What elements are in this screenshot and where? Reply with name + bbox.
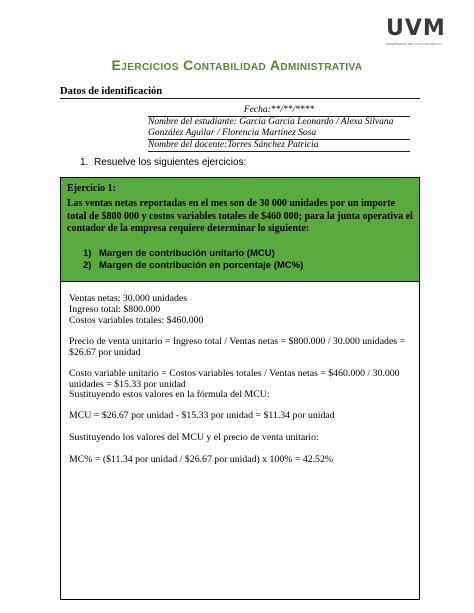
total-income: Ingreso total: $800.000 bbox=[69, 304, 161, 315]
teacher-rule bbox=[148, 151, 410, 152]
instruction-item bbox=[80, 157, 246, 168]
exercise-box bbox=[60, 177, 420, 600]
exercise-items bbox=[83, 248, 303, 272]
exercise-item bbox=[83, 260, 303, 272]
exercise-item-text: Margen de contribución en porcentaje (MC%) bbox=[99, 260, 304, 271]
document-title: Ejercicios Contabilidad Administrativa bbox=[111, 57, 363, 73]
exercise-item bbox=[83, 248, 303, 260]
teacher-name: Nombre del docente:Torres Sánchez Patricia bbox=[148, 140, 319, 150]
exercise-item-number: 2) bbox=[83, 260, 92, 271]
exercise-item-number: 1) bbox=[83, 248, 92, 259]
identification-rule bbox=[60, 98, 420, 99]
student-names-line2: González Aguilar / Florencia Martínez Sosa bbox=[148, 128, 317, 138]
exercise-statement: Las ventas netas reportadas en el mes son de 30 000 unidades por un importe total de $800 000 y costos variables totales de $460 000; para la junta operativa el contador de la empresa requiere determinar lo siguiente: bbox=[67, 198, 413, 234]
instruction-text: Resuelve los siguientes ejercicios: bbox=[94, 157, 247, 168]
logo-subtitle: UNIVERSIDAD DEL VALLE DE MÉXICO bbox=[386, 42, 442, 46]
unit-price-calc: Precio de venta unitario = Ingreso total / Ventas netas = $800.000 / 30.000 unidades = $26.67 por unidad bbox=[69, 336, 406, 358]
exercise-item-text: Margen de contribución unitario (MCU) bbox=[99, 248, 275, 259]
mc-percent-substitution-note: Sustituyendo los valores del MCU y el precio de venta unitario: bbox=[69, 432, 319, 443]
mcu-result: MCU = $26.67 por unidad - $15.33 por unidad = $11.34 por unidad bbox=[69, 410, 335, 421]
mcu-substitution-note: Sustituyendo estos valores en la fórmula del MCU: bbox=[69, 389, 270, 400]
date-field: Fecha:**/**/**** bbox=[243, 105, 315, 115]
student-names-line1: Nombre del estudiante: García García Leonardo / Alexa Silvana bbox=[148, 117, 394, 127]
identification-label: Datos de identificación bbox=[60, 86, 163, 97]
total-variable-costs: Costos variables totales: $460.000 bbox=[69, 315, 204, 326]
exercise-title: Ejercicio 1: bbox=[67, 183, 116, 194]
exercise-header bbox=[61, 178, 419, 282]
uvm-logo bbox=[386, 18, 446, 46]
mc-percent-result: MC% = ($11.34 por unidad / $26.67 por unidad) x 100% = 42.52% bbox=[69, 454, 334, 465]
unit-variable-cost-calc: Costo variable unitario = Costos variables totales / Ventas netas = $460.000 / 30.000 unidades = $15.33 por unidad bbox=[69, 368, 400, 390]
logo-text: UVM bbox=[386, 16, 446, 41]
sales-units: Ventas netas: 30.000 unidades bbox=[69, 293, 188, 304]
instruction-number: 1. bbox=[80, 157, 89, 168]
